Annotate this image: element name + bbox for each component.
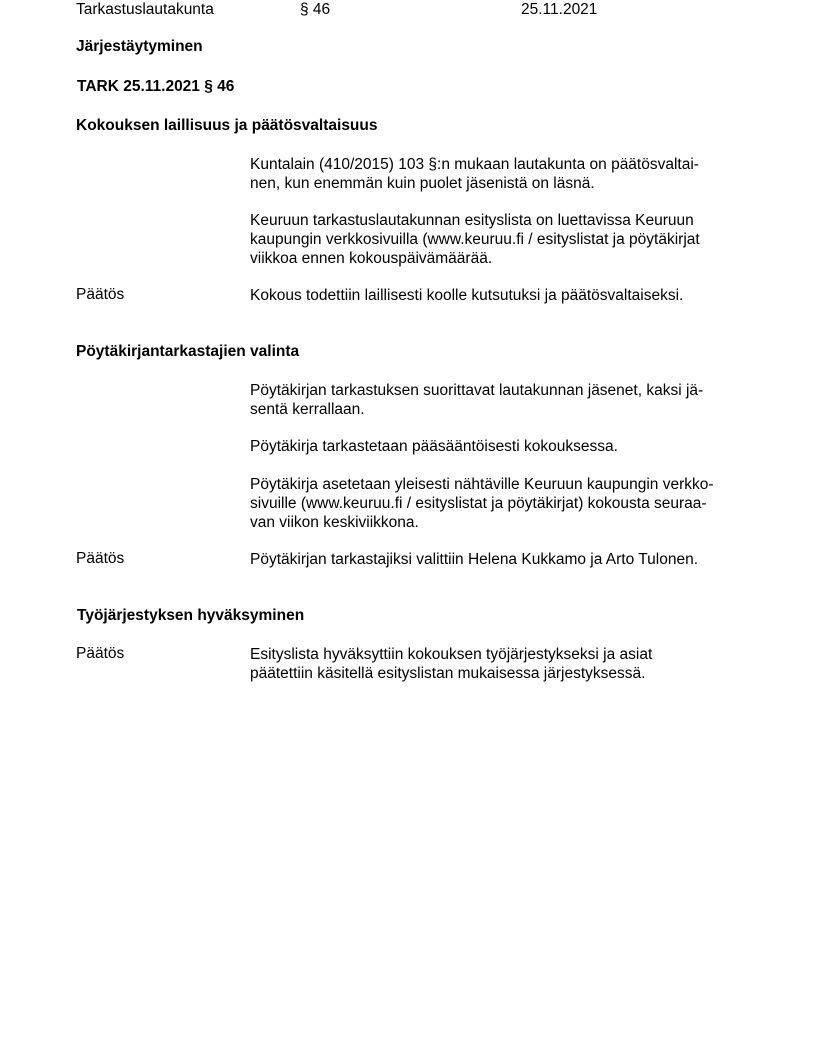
- section-paragraph: Pöytäkirja asetetaan yleisesti nähtäville Keuruun kaupungin verkko- sivuille (www.keuruu.fi / esityslistat ja pöytäkirjat) kokousta seuraa- van viikon keskiviikkona.: [250, 476, 714, 531]
- decision-text: Pöytäkirjan tarkastajiksi valittiin Helena Kukkamo ja Arto Tulonen.: [250, 551, 698, 568]
- header-date: 25.11.2021: [521, 1, 598, 18]
- section-heading-agenda-approval: Työjärjestyksen hyväksyminen: [77, 607, 305, 624]
- decision-label: Päätös: [76, 550, 125, 567]
- section-paragraph: Kuntalain (410/2015) 103 §:n mukaan lautakunta on päätösvaltai- nen, kun enemmän kuin puolet jäsenistä on läsnä.: [250, 156, 699, 192]
- header-section-number: § 46: [300, 1, 331, 18]
- decision-label: Päätös: [76, 286, 125, 303]
- decision-text: Kokous todettiin laillisesti koolle kutsutuksi ja päätösvaltaiseksi.: [250, 287, 684, 304]
- meeting-reference: TARK 25.11.2021 § 46: [77, 78, 235, 95]
- section-paragraph: Pöytäkirja tarkastetaan pääsääntöisesti kokouksessa.: [250, 438, 618, 455]
- section-heading-minutes-checkers: Pöytäkirjantarkastajien valinta: [76, 343, 300, 360]
- header-body-name: Tarkastuslautakunta: [76, 1, 214, 18]
- document-title: Järjestäytyminen: [76, 38, 203, 55]
- section-paragraph: Keuruun tarkastuslautakunnan esityslista on luettavissa Keuruun kaupungin verkkosivuilla (www.keuruu.fi / esityslistat ja pöytäkirjat viikkoa ennen kokouspäivämäärää.: [250, 212, 700, 267]
- section-heading-legality: Kokouksen laillisuus ja päätösvaltaisuus: [76, 117, 378, 134]
- decision-label: Päätös: [76, 645, 125, 662]
- section-paragraph: Pöytäkirjan tarkastuksen suorittavat lautakunnan jäsenet, kaksi jä- sentä kerrallaan.: [250, 382, 704, 418]
- decision-text: Esityslista hyväksyttiin kokouksen työjärjestykseksi ja asiat päätettiin käsitellä esityslistan mukaisessa järjestyksessä.: [250, 646, 653, 682]
